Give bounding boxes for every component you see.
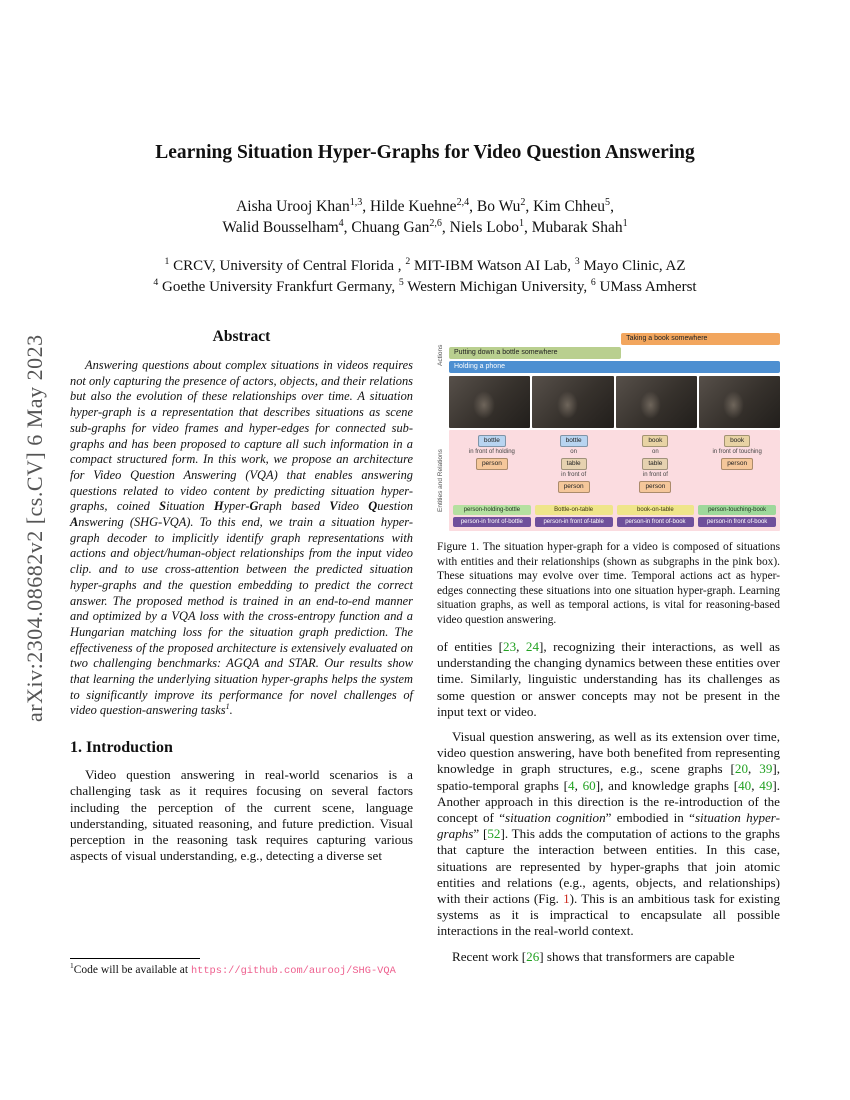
text-segment: 1 [164, 256, 170, 267]
footnote-url-link[interactable]: https://github.com/aurooj/SHG-VQA [190, 965, 396, 977]
text-segment: 4 [338, 217, 344, 229]
text-segment: , Bo Wu [469, 198, 521, 215]
body-paragraph-1 [437, 639, 780, 720]
action-bar: Taking a book somewhere [621, 333, 780, 345]
text-segment: uestion [377, 499, 413, 514]
video-frame [449, 376, 530, 428]
graph-node: bottle [560, 435, 588, 447]
text-segment: . [229, 703, 233, 718]
text-segment: , Mubarak Shah [524, 219, 623, 236]
relation-chip: person-in front of-table [535, 517, 613, 527]
text-segment: Mayo Clinic, AZ [579, 258, 686, 274]
figure-axis-rail [437, 333, 449, 531]
action-bar: Putting down a bottle somewhere [449, 347, 621, 359]
text-segment: Visual question answering, as well as its extension over time, video question answering, have both benefited from representing knowledge in graph structures, e.g., scene graphs [ [437, 728, 780, 777]
graph-edge-label: in front of touching [712, 449, 762, 455]
footnote-rule [70, 958, 200, 959]
text-segment: , [574, 777, 583, 793]
text-segment: nswering (SHG-VQA). To this end, we train a situation hyper-graph decoder to implicitly identify graph representations with actions and object/human-object relationships from the input video clip. and to use cross-attention between the predicted situation hyper-graphs and the question embedding to predict the correct answer. The proposed method is trained in an end-to-end manner and optimized by a VQA loss with the cross-entropy function and a Hungarian matching loss for the situation graph prediction. The effectiveness of the proposed architecture is extensively evaluated on two challenging benchmarks: AGQA and STAR. Our results show that learning the underlying situation hyper-graphs helps the system to significantly improve its performance for novel challenges of video question-answering tasks [70, 515, 413, 718]
graph-node: table [561, 458, 587, 470]
text-segment: Western Michigan University, [403, 279, 591, 295]
footnote-text [70, 963, 413, 978]
text-segment: ” embodied in “ [605, 809, 695, 825]
text-segment: Answering questions about complex situations in videos requires not only capturing the presence of actors, objects, and their relations but also the evolution of these relationships over time. A situation hyper-graph is a representation that describes situations as scene sub-graphs for video frames and hyper-edges for connected sub-graphs and has been proposed to capture all such information in a compact structured form. In this work, we propose an architecture for Video Question Answering (VQA) that enables answering questions related to video content by predicting situation hyper-graphs, coined [70, 358, 413, 514]
text-segment: yper- [223, 499, 250, 514]
relation-chip: person-in front of-book [698, 517, 776, 527]
text-segment: CRCV, University of Central Florida , [169, 258, 406, 274]
text-segment: 2 [405, 256, 411, 267]
relation-chips [453, 505, 531, 527]
citation-link[interactable]: 52 [487, 826, 501, 842]
body-paragraph-2 [437, 729, 780, 940]
text-segment: 1 [70, 961, 74, 971]
text-segment: 2,6 [429, 217, 442, 229]
citation-link[interactable]: 24 [525, 638, 539, 654]
text-segment: V [329, 499, 338, 514]
figure-canvas [449, 333, 780, 531]
text-segment: , Hilde Kuehne [362, 198, 457, 215]
text-segment: 6 [590, 277, 596, 288]
authors-line-2 [60, 217, 790, 238]
graph-node: table [642, 458, 668, 470]
text-segment: situation cognition [505, 809, 606, 825]
text-segment: , Chuang Gan [343, 219, 430, 236]
figure-action-bars [449, 333, 780, 376]
graph-node: person [476, 458, 508, 470]
arxiv-watermark: arXiv:2304.08682v2 [cs.CV] 6 May 2023 [22, 334, 47, 722]
citation-link[interactable]: 60 [582, 777, 596, 793]
text-segment: UMass Amherst [595, 279, 697, 295]
graph-edge-label: on [652, 449, 659, 455]
affiliations [60, 256, 790, 298]
text-segment: Goethe University Frankfurt Germany, [158, 279, 399, 295]
figure-1 [437, 333, 780, 531]
graph-edge-label: in front of [642, 472, 668, 478]
text-segment: , [751, 777, 760, 793]
figure-1-caption: Figure 1. The situation hyper-graph for a video is composed of situations with entities and their relationships (shown as subgraphs in the pink box). These situations may evolve over time. Temporal actions act as hyper-edges connecting these situations into one situation hyper-graph. Learning situation graphs, as well as temporal actions, is vital for reasoning-based video question answering. [437, 541, 780, 626]
text-segment: , [516, 638, 526, 654]
figure-subgraph-panel [449, 430, 780, 531]
right-column [437, 333, 780, 974]
text-segment: S [159, 499, 167, 514]
text-segment: ). This is an ambitious task for existing systems as it is impractical to encapsulate all possible interactions in the real-world context. [437, 891, 780, 939]
abstract-text [70, 358, 413, 719]
citation-link[interactable]: 40 [738, 777, 752, 793]
text-segment: Q [368, 499, 378, 514]
text-segment: 2,4 [456, 196, 470, 208]
text-segment: 1 [622, 217, 628, 229]
text-segment: Aisha Urooj Khan [236, 198, 350, 215]
text-segment: ], and knowledge graphs [ [595, 777, 739, 793]
text-segment: , Niels Lobo [441, 219, 519, 236]
intro-paragraph-1 [70, 767, 413, 864]
text-segment: ]. Another approach in this direction is the re-introduction of the concept of “ [437, 777, 781, 825]
figure-actions-axis-label: Actions [437, 344, 444, 366]
text-segment: , Kim Chheu [525, 198, 606, 215]
citation-link[interactable]: 39 [759, 761, 773, 777]
text-segment: Recent work [ [452, 948, 527, 964]
action-bar: Holding a phone [449, 361, 780, 373]
relation-chip: person-in front of-bottle [453, 517, 531, 527]
figure-reference-link[interactable]: 1 [563, 891, 570, 906]
affiliation-line-2 [60, 277, 790, 298]
text-segment: 5 [605, 196, 611, 208]
text-segment: ], recognizing their interactions, as well as understanding the changing dynamics between these entities over time. Similarly, linguistic understanding has its challenges as some question or answer concepts may not be present in the input text or video. [437, 638, 780, 719]
text-segment: 1 [225, 702, 230, 712]
left-column [70, 328, 413, 873]
text-segment: ideo [337, 499, 369, 514]
relation-chip: book-on-table [617, 505, 695, 515]
text-segment: 2 [520, 196, 526, 208]
text-segment: Walid Bousselham [222, 219, 339, 236]
video-frame [532, 376, 613, 428]
citation-link[interactable]: 23 [503, 638, 517, 654]
situation-subgraph [535, 435, 613, 527]
citation-link[interactable]: 20 [734, 761, 749, 777]
text-segment: 1 [518, 217, 525, 229]
text-segment: 5 [398, 277, 404, 288]
situation-subgraph [617, 435, 695, 527]
text-segment: situation hyper-graphs [437, 809, 780, 842]
graph-node: person [639, 481, 671, 493]
text-segment: , [748, 761, 760, 777]
affiliation-line-1 [60, 256, 790, 277]
text-segment: ” [ [473, 826, 488, 842]
footnote [70, 958, 413, 978]
abstract-heading: Abstract [212, 328, 271, 345]
figure-video-frames [449, 376, 780, 428]
graph-node: person [721, 458, 753, 470]
relation-chip: person-holding-bottle [453, 505, 531, 515]
text-segment: 1,3 [349, 196, 363, 208]
graph-node: book [642, 435, 668, 447]
graph-node: bottle [478, 435, 506, 447]
situation-subgraph [698, 435, 776, 527]
relation-chips [617, 505, 695, 527]
situation-subgraph [453, 435, 531, 527]
relation-chip: person-in front of-book [617, 517, 695, 527]
graph-edge-label: in front of holding [468, 449, 515, 455]
text-segment: ituation [166, 499, 214, 514]
text-segment: , [610, 198, 614, 215]
relation-chip: person-touching-book [698, 505, 776, 515]
section-heading-introduction: 1. Introduction [70, 739, 173, 757]
text-segment: ], spatio-temporal graphs [ [437, 761, 780, 793]
citation-link[interactable]: 4 [568, 777, 575, 793]
body-paragraph-3 [437, 949, 780, 965]
text-segment: Video question answering in real-world scenarios is a challenging task as it requires focusing on several factors including the perception of the current scene, language understanding, situated reasoning, and future prediction. Visual perception in the reasoning task requires capturing various aspects of visual understanding, e.g., detecting a diverse set [70, 767, 413, 864]
text-segment: 4 [153, 277, 159, 288]
relation-chip: Bottle-on-table [535, 505, 613, 515]
text-segment: MIT-IBM Watson AI Lab, [410, 258, 575, 274]
relation-chips [698, 505, 776, 527]
graph-edge-label: in front of [561, 472, 587, 478]
video-frame [616, 376, 697, 428]
author-list [60, 196, 790, 238]
citation-link[interactable]: 26 [526, 948, 540, 964]
video-frame [699, 376, 780, 428]
text-segment: ]. This adds the computation of actions to the graphs that capture the interaction between entities. In this case, situations are represented by hyper-graphs that join atomic entities and relations (e.g., agents, objects, and relationships) with their actions (Fig. [437, 826, 780, 906]
text-segment: Code will be available at [73, 964, 191, 976]
text-segment: 3 [574, 256, 580, 267]
graph-node: person [558, 481, 590, 493]
text-segment: raph based [258, 499, 330, 514]
text-segment: G [249, 499, 259, 514]
graph-edge-label: on [570, 449, 577, 455]
authors-line-1 [60, 196, 790, 217]
text-segment: of entities [ [437, 638, 504, 654]
relation-chips [535, 505, 613, 527]
text-segment: ] shows that transformers are capable [539, 948, 735, 964]
text-segment: A [70, 515, 79, 530]
text-segment: H [213, 499, 224, 514]
figure-entities-axis-label: Entities and Relations [437, 449, 444, 513]
paper-title: Learning Situation Hyper-Graphs for Video Question Answering [155, 142, 695, 163]
citation-link[interactable]: 49 [759, 777, 773, 793]
graph-node: book [724, 435, 750, 447]
